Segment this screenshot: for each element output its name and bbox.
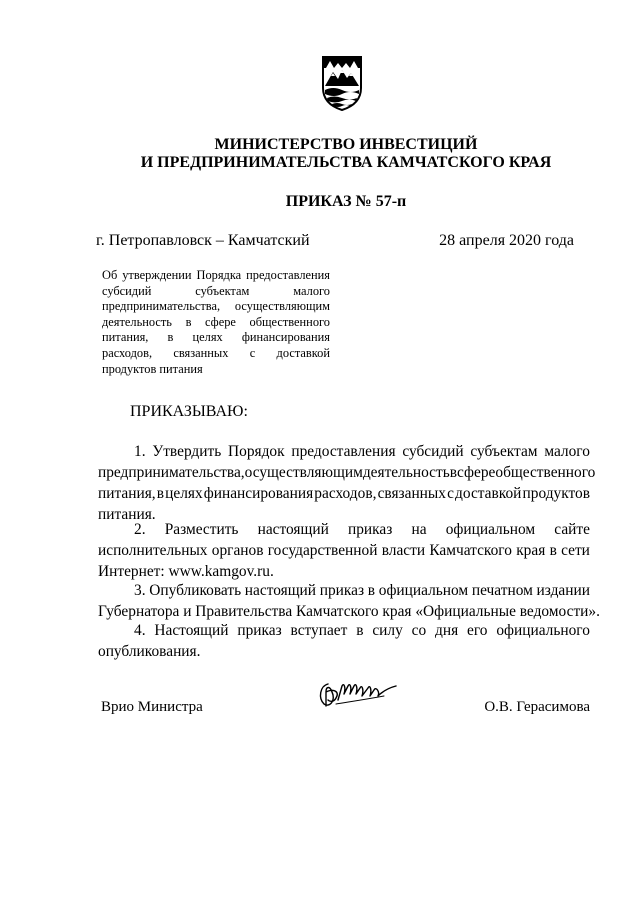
- paragraph-2: [98, 519, 590, 582]
- handwritten-signature-icon: [314, 674, 410, 712]
- paragraph-line: питания.: [98, 506, 156, 523]
- kamchatka-coat-of-arms-icon: [319, 54, 365, 112]
- paragraph-line: исполнительных органов государственной власти Камчатского края в сети: [98, 542, 590, 559]
- paragraph-line: опубликования.: [98, 643, 201, 660]
- subject-line: Об утверждении Порядка предоставления: [102, 268, 330, 282]
- subject-line: питания, в целях финансирования: [102, 330, 330, 345]
- paragraph-line: 1. Утвердить Порядок предоставления субсидий субъектам малого: [134, 443, 590, 460]
- subject-line: предпринимательства, осуществляющим: [102, 299, 330, 314]
- subject-line: деятельность в сфере общественного: [102, 314, 330, 329]
- subject-line: продуктов питания: [102, 361, 203, 376]
- paragraph-line: Интернет: www.kamgov.ru.: [98, 563, 274, 580]
- ministry-title-line2: И ПРЕДПРИНИМАТЕЛЬСТВА КАМЧАТСКОГО КРАЯ: [140, 154, 552, 171]
- directive-heading: ПРИКАЗЫВАЮ:: [130, 403, 248, 420]
- paragraph-line: Губернатора и Правительства Камчатского края «Официальные ведомости».: [98, 603, 600, 620]
- paragraph-line: 4. Настоящий приказ вступает в силу со дня его официального: [134, 622, 590, 639]
- order-city: г. Петропавловск – Камчатский: [96, 232, 310, 249]
- ministry-title-line1: МИНИСТЕРСТВО ИНВЕСТИЦИЙ: [214, 136, 478, 153]
- subject-line: субсидий субъектам малого: [102, 283, 330, 298]
- signer-name: О.В. Герасимова: [484, 699, 590, 715]
- signer-position: Врио Министра: [101, 699, 203, 715]
- order-title: ПРИКАЗ № 57-п: [285, 193, 407, 210]
- paragraph-3: [98, 580, 600, 622]
- paragraph-line: 3. Опубликовать настоящий приказ в официальном печатном издании: [134, 582, 590, 599]
- paragraph-line: предпринимательства, осуществляющим деятельность в сфере общественного: [98, 464, 596, 481]
- order-subject: [102, 268, 330, 377]
- paragraph-4: [98, 620, 590, 662]
- paragraph-line: 2. Разместить настоящий приказ на официальном сайте: [134, 521, 590, 538]
- paragraph-1: [98, 441, 596, 525]
- paragraph-line: питания, в целях финансирования расходов, связанных с доставкой продуктов: [98, 485, 590, 502]
- order-date: 28 апреля 2020 года: [439, 232, 574, 249]
- subject-line: расходов, связанных с доставкой: [102, 345, 330, 360]
